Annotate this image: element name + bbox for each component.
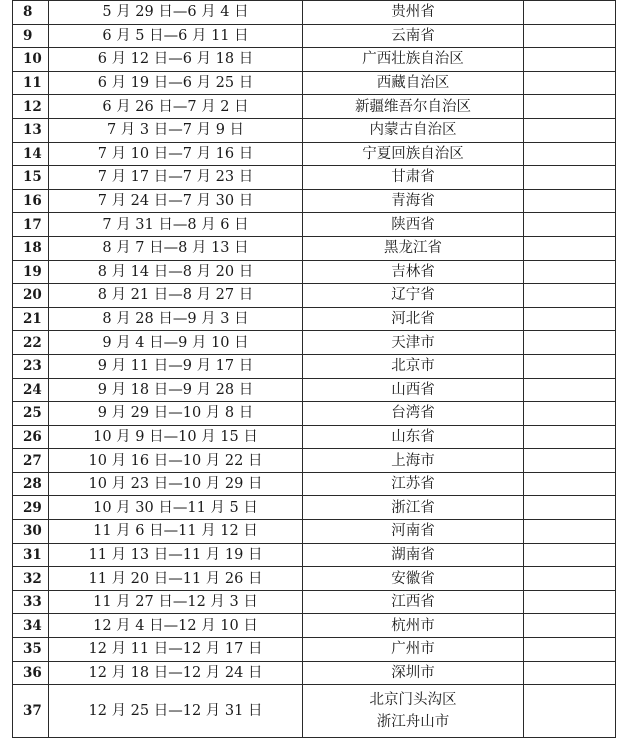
region-name: 新疆维吾尔自治区 <box>355 98 471 115</box>
region-name: 黑龙江省 <box>384 240 442 257</box>
table-row <box>13 24 616 48</box>
region-cell <box>303 307 524 331</box>
date-range-cell: 5 月 29 日—6 月 4 日 <box>49 1 303 25</box>
table-row <box>13 543 616 567</box>
region-name: 江西省 <box>391 594 435 611</box>
note-cell <box>524 331 616 355</box>
date-range-cell: 6 月 12 日—6 月 18 日 <box>49 48 303 72</box>
row-number-cell: 13 <box>13 118 49 142</box>
region-name: 西藏自治区 <box>376 75 450 92</box>
note-cell <box>524 402 616 426</box>
region-name: 山东省 <box>391 428 435 445</box>
note-cell <box>524 213 616 237</box>
table-row <box>13 331 616 355</box>
region-cell <box>303 48 524 72</box>
region-cell <box>303 543 524 567</box>
date-range-cell: 11 月 27 日—12 月 3 日 <box>49 590 303 614</box>
date-range-cell: 9 月 4 日—9 月 10 日 <box>49 331 303 355</box>
region-name: 山西省 <box>391 381 435 398</box>
table-row <box>13 166 616 190</box>
date-range-cell: 7 月 10 日—7 月 16 日 <box>49 142 303 166</box>
row-number-cell: 10 <box>13 48 49 72</box>
date-range-cell: 12 月 11 日—12 月 17 日 <box>49 638 303 662</box>
row-number-cell: 23 <box>13 354 49 378</box>
table-row <box>13 260 616 284</box>
date-range-cell: 7 月 31 日—8 月 6 日 <box>49 213 303 237</box>
table-row <box>13 1 616 25</box>
row-number-cell: 11 <box>13 71 49 95</box>
region-cell <box>303 496 524 520</box>
region-name: 天津市 <box>391 334 435 351</box>
row-number-cell: 36 <box>13 661 49 685</box>
region-name: 宁夏回族自治区 <box>362 145 464 162</box>
table-row <box>13 614 616 638</box>
region-name: 陕西省 <box>391 216 435 233</box>
table-row <box>13 95 616 119</box>
table-row <box>13 496 616 520</box>
region-cell <box>303 520 524 544</box>
row-number-cell: 29 <box>13 496 49 520</box>
region-name: 北京门头沟区 <box>369 692 457 709</box>
region-name: 河南省 <box>391 523 435 540</box>
region-cell <box>303 24 524 48</box>
region-cell <box>303 95 524 119</box>
note-cell <box>524 166 616 190</box>
note-cell <box>524 496 616 520</box>
row-number-cell: 19 <box>13 260 49 284</box>
date-range-cell: 6 月 5 日—6 月 11 日 <box>49 24 303 48</box>
note-cell <box>524 236 616 260</box>
note-cell <box>524 614 616 638</box>
region-cell <box>303 590 524 614</box>
region-name: 青海省 <box>391 193 435 210</box>
date-range-cell: 10 月 23 日—10 月 29 日 <box>49 472 303 496</box>
region-name: 云南省 <box>391 27 435 44</box>
table-row <box>13 685 616 738</box>
region-name: 深圳市 <box>391 664 435 681</box>
region-cell <box>303 378 524 402</box>
row-number-cell: 26 <box>13 425 49 449</box>
date-range-cell: 8 月 28 日—9 月 3 日 <box>49 307 303 331</box>
date-range-cell: 9 月 29 日—10 月 8 日 <box>49 402 303 426</box>
region-cell <box>303 260 524 284</box>
region-cell <box>303 118 524 142</box>
note-cell <box>524 142 616 166</box>
table-row <box>13 189 616 213</box>
note-cell <box>524 425 616 449</box>
table-row <box>13 354 616 378</box>
date-range-cell: 8 月 14 日—8 月 20 日 <box>49 260 303 284</box>
region-cell <box>303 1 524 25</box>
note-cell <box>524 638 616 662</box>
region-cell <box>303 354 524 378</box>
note-cell <box>524 685 616 738</box>
region-name: 湖南省 <box>391 546 435 563</box>
table-row <box>13 661 616 685</box>
region-name: 北京市 <box>391 358 435 375</box>
row-number-cell: 8 <box>13 1 49 25</box>
date-range-cell: 11 月 6 日—11 月 12 日 <box>49 520 303 544</box>
row-number-cell: 28 <box>13 472 49 496</box>
table-row <box>13 48 616 72</box>
region-cell <box>303 284 524 308</box>
date-range-cell: 7 月 24 日—7 月 30 日 <box>49 189 303 213</box>
date-range-cell: 10 月 9 日—10 月 15 日 <box>49 425 303 449</box>
date-range-cell: 11 月 13 日—11 月 19 日 <box>49 543 303 567</box>
region-cell <box>303 472 524 496</box>
region-name: 台湾省 <box>391 405 435 422</box>
note-cell <box>524 71 616 95</box>
row-number-cell: 16 <box>13 189 49 213</box>
row-number-cell: 25 <box>13 402 49 426</box>
date-range-cell: 10 月 16 日—10 月 22 日 <box>49 449 303 473</box>
table-row <box>13 236 616 260</box>
table-row <box>13 472 616 496</box>
table-row <box>13 307 616 331</box>
note-cell <box>524 472 616 496</box>
row-number-cell: 9 <box>13 24 49 48</box>
note-cell <box>524 189 616 213</box>
region-cell <box>303 236 524 260</box>
note-cell <box>524 284 616 308</box>
date-range-cell: 8 月 21 日—8 月 27 日 <box>49 284 303 308</box>
region-name: 杭州市 <box>391 617 435 634</box>
table-row <box>13 402 616 426</box>
row-number-cell: 33 <box>13 590 49 614</box>
row-number-cell: 22 <box>13 331 49 355</box>
table-row <box>13 118 616 142</box>
note-cell <box>524 590 616 614</box>
region-name: 辽宁省 <box>391 287 435 304</box>
row-number-cell: 15 <box>13 166 49 190</box>
table-row <box>13 71 616 95</box>
row-number-cell: 17 <box>13 213 49 237</box>
note-cell <box>524 661 616 685</box>
region-cell <box>303 614 524 638</box>
region-name: 广西壮族自治区 <box>362 51 464 68</box>
note-cell <box>524 354 616 378</box>
table-row <box>13 449 616 473</box>
note-cell <box>524 24 616 48</box>
date-range-cell: 10 月 30 日—11 月 5 日 <box>49 496 303 520</box>
table-row <box>13 284 616 308</box>
region-cell <box>303 213 524 237</box>
region-name: 广州市 <box>391 641 435 658</box>
region-cell <box>303 166 524 190</box>
note-cell <box>524 95 616 119</box>
region-cell <box>303 638 524 662</box>
region-cell <box>303 661 524 685</box>
region-cell <box>303 449 524 473</box>
date-range-cell: 7 月 17 日—7 月 23 日 <box>49 166 303 190</box>
table-row <box>13 520 616 544</box>
row-number-cell: 18 <box>13 236 49 260</box>
row-number-cell: 24 <box>13 378 49 402</box>
table-row <box>13 142 616 166</box>
row-number-cell: 30 <box>13 520 49 544</box>
region-name: 甘肃省 <box>391 169 435 186</box>
region-name: 浙江舟山市 <box>376 714 450 731</box>
table-row <box>13 567 616 591</box>
row-number-cell: 20 <box>13 284 49 308</box>
note-cell <box>524 260 616 284</box>
region-name: 江苏省 <box>391 476 435 493</box>
table-row <box>13 638 616 662</box>
row-number-cell: 34 <box>13 614 49 638</box>
date-range-cell: 9 月 18 日—9 月 28 日 <box>49 378 303 402</box>
row-number-cell: 31 <box>13 543 49 567</box>
date-range-cell: 7 月 3 日—7 月 9 日 <box>49 118 303 142</box>
note-cell <box>524 543 616 567</box>
row-number-cell: 21 <box>13 307 49 331</box>
row-number-cell: 35 <box>13 638 49 662</box>
table-row <box>13 213 616 237</box>
region-name: 河北省 <box>391 311 435 328</box>
note-cell <box>524 378 616 402</box>
region-name: 吉林省 <box>391 263 435 280</box>
date-range-cell: 6 月 26 日—7 月 2 日 <box>49 95 303 119</box>
schedule-table-body <box>13 1 616 738</box>
note-cell <box>524 1 616 25</box>
region-name: 安徽省 <box>391 570 435 587</box>
date-range-cell: 11 月 20 日—11 月 26 日 <box>49 567 303 591</box>
region-cell <box>303 142 524 166</box>
region-cell <box>303 189 524 213</box>
table-row <box>13 378 616 402</box>
row-number-cell: 32 <box>13 567 49 591</box>
row-number-cell: 12 <box>13 95 49 119</box>
region-cell <box>303 685 524 738</box>
region-name: 浙江省 <box>391 499 435 516</box>
region-name: 上海市 <box>391 452 435 469</box>
row-number-cell: 27 <box>13 449 49 473</box>
date-range-cell: 12 月 18 日—12 月 24 日 <box>49 661 303 685</box>
table-row <box>13 590 616 614</box>
date-range-cell: 9 月 11 日—9 月 17 日 <box>49 354 303 378</box>
note-cell <box>524 520 616 544</box>
region-cell <box>303 71 524 95</box>
region-name: 内蒙古自治区 <box>369 122 457 139</box>
schedule-table <box>12 0 616 738</box>
region-cell <box>303 331 524 355</box>
date-range-cell: 6 月 19 日—6 月 25 日 <box>49 71 303 95</box>
note-cell <box>524 118 616 142</box>
row-number-cell: 14 <box>13 142 49 166</box>
note-cell <box>524 307 616 331</box>
region-cell <box>303 567 524 591</box>
note-cell <box>524 48 616 72</box>
row-number-cell: 37 <box>13 685 49 738</box>
note-cell <box>524 449 616 473</box>
note-cell <box>524 567 616 591</box>
date-range-cell: 8 月 7 日—8 月 13 日 <box>49 236 303 260</box>
date-range-cell: 12 月 4 日—12 月 10 日 <box>49 614 303 638</box>
table-row <box>13 425 616 449</box>
region-name: 贵州省 <box>391 4 435 21</box>
region-cell <box>303 425 524 449</box>
region-cell <box>303 402 524 426</box>
date-range-cell: 12 月 25 日—12 月 31 日 <box>49 685 303 738</box>
